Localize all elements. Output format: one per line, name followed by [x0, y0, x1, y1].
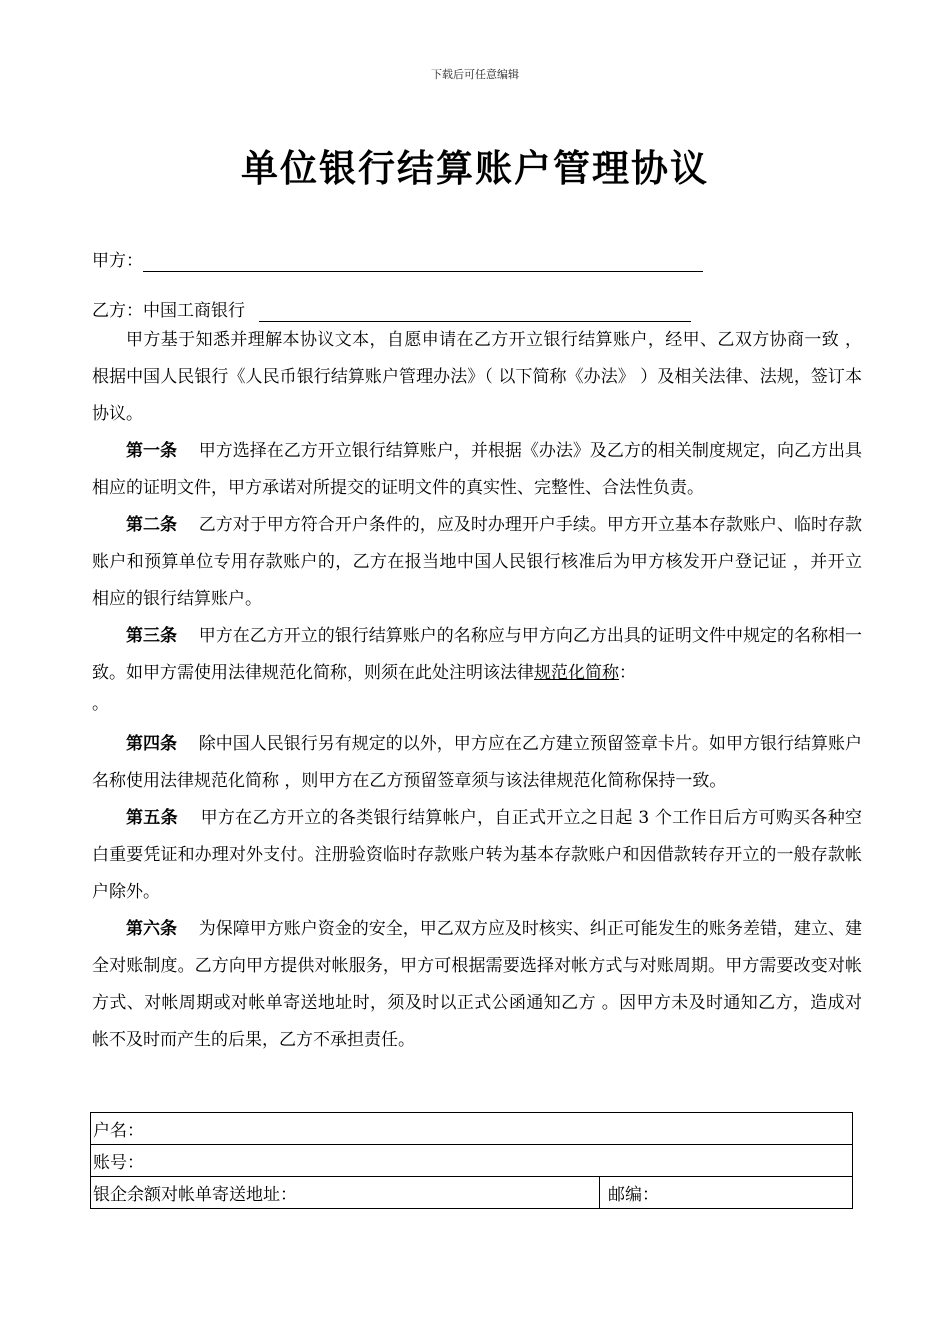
article-text: 乙方对于甲方符合开户条件的，应及时办理开户手续。甲方开立基本存款账户、临时存款账户和预算单位专用存款账户的，乙方在报当地中国人民银行核准后为甲方核发开户登记证 ，并开立相应的银行结算账户。 — [92, 515, 863, 609]
account-info-table — [90, 1112, 853, 1209]
document-title: 单位银行结算账户管理协议 — [241, 147, 709, 190]
article-number: 第六条 — [126, 919, 178, 939]
header-note: 下载后可任意编辑 — [431, 68, 519, 81]
article-number: 第一条 — [126, 441, 178, 461]
article-text: 甲方选择在乙方开立银行结算账户，并根据《办法》及乙方的相关制度规定，向乙方出具相应的证明文件，甲方承诺对所提交的证明文件的真实性、完整性、合法性负责。 — [92, 441, 863, 498]
article-5 — [92, 800, 862, 911]
table-row — [91, 1177, 853, 1209]
article-text: 甲方在乙方开立的银行结算账户的名称应与甲方向乙方出具的证明文件中规定的名称相一致。如甲方需使用法律规范化简称，则须在此处注明该法律 — [92, 626, 863, 683]
article-3 — [92, 618, 862, 692]
article-3-end: 。 — [92, 694, 109, 714]
address-cell[interactable]: 银企余额对帐单寄送地址： — [91, 1177, 600, 1209]
party-b-row — [92, 300, 691, 322]
article-number: 第五条 — [126, 808, 178, 828]
party-b-blank — [259, 303, 691, 322]
intro-paragraph: 甲方基于知悉并理解本协议文本，自愿申请在乙方开立银行结算账户，经甲、乙双方协商一致 ，根据中国人民银行《人民币银行结算账户管理办法》（ 以下简称《办法》 ）及相关法律、法规，签订本协议。 — [92, 330, 862, 424]
article-6 — [92, 911, 862, 1059]
table-row — [91, 1113, 853, 1145]
party-a-label: 甲方： — [92, 251, 143, 271]
account-name-cell[interactable]: 户名： — [91, 1113, 853, 1145]
party-b-label: 乙方： — [92, 301, 143, 321]
article-text: 甲方在乙方开立的各类银行结算帐户，自正式开立之日起 3 个工作日后方可购买各种空白重要凭证和办理对外支付。注册验资临时存款账户转为基本存款账户和因借款转存开立的一般存款帐户除外。 — [92, 808, 862, 902]
article-4 — [92, 726, 862, 800]
party-b-value: 中国工商银行 — [143, 301, 245, 321]
agreement-body — [92, 322, 862, 1059]
article-number: 第三条 — [126, 626, 178, 646]
account-number-cell[interactable]: 账号： — [91, 1145, 853, 1177]
article-2 — [92, 507, 862, 618]
article-tail: ： — [619, 663, 636, 683]
article-text: 除中国人民银行另有规定的以外，甲方应在乙方建立预留签章卡片。如甲方银行结算账户名称使用法律规范化简称 ，则甲方在乙方预留签章须与该法律规范化简称保持一致。 — [92, 734, 863, 791]
postcode-cell[interactable]: 邮编： — [600, 1177, 853, 1209]
article-number: 第四条 — [126, 734, 178, 754]
article-number: 第二条 — [126, 515, 178, 535]
article-1 — [92, 433, 862, 507]
table-row — [91, 1145, 853, 1177]
party-a-row — [92, 250, 703, 272]
article-text: 为保障甲方账户资金的安全，甲乙双方应及时核实、纠正可能发生的账务差错，建立、建全对账制度。乙方向甲方提供对帐服务，甲方可根据需要选择对帐方式与对账周期。甲方需要改变对帐方式、对帐周期或对帐单寄送地址时，须及时以正式公函通知乙方 。因甲方未及时通知乙方，造成对帐不及时而产生的后果，乙方不承担责任。 — [92, 919, 863, 1050]
party-a-blank — [143, 253, 703, 272]
article-underlined: 规范化简称 — [534, 663, 619, 683]
